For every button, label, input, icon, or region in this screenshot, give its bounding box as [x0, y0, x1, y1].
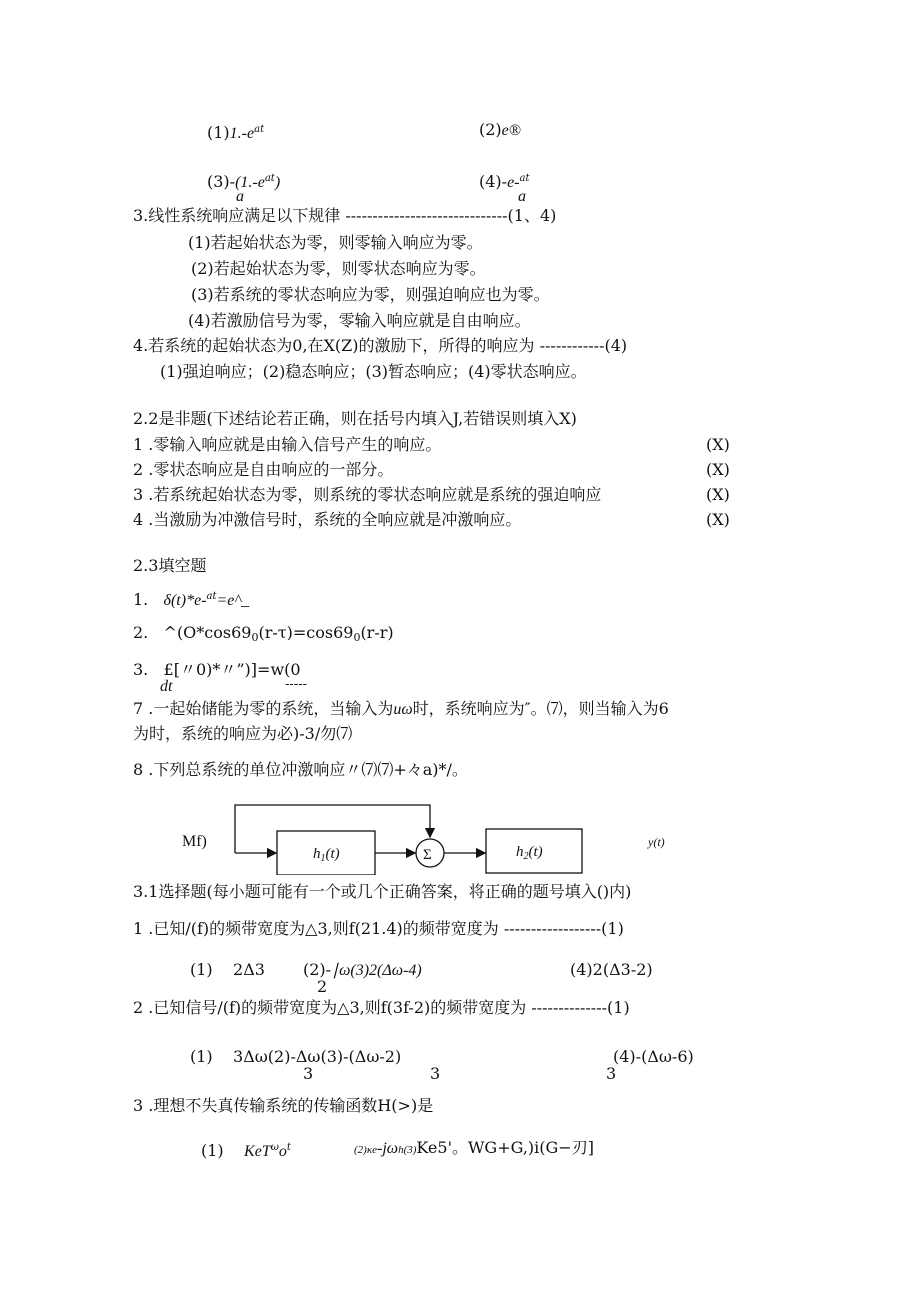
- true-false-answer-4: (X): [706, 510, 730, 529]
- fill-item-3: 3. £[〃0)*〃”)]=w(0: [133, 660, 301, 679]
- h1-label: $h_1(t)$: [313, 846, 340, 864]
- choice-2-option-4-denominator: 3: [606, 1064, 617, 1083]
- question-4-stem: 4.若系统的起始状态为0,在X(Z)的激励下，所得的响应为 ------------(4): [133, 336, 628, 355]
- true-false-item-4: 4 .当激励为冲激信号时，系统的全响应就是冲激响应。: [133, 510, 522, 529]
- option-2: (2)e®: [479, 120, 521, 139]
- choice-1-option-4: (4)2(Δ3-2): [570, 960, 653, 979]
- true-false-item-1: 1 .零输入响应就是由输入信号产生的响应。: [133, 435, 442, 454]
- fill-item-7-cont: 为时，系统的响应为必)-3/勿⑺: [133, 724, 353, 743]
- section-3-1-title: 3.1选择题(每小题可能有一个或几个正确答案，将正确的题号填入()内): [133, 882, 632, 901]
- choice-2-denominator-a: 3: [303, 1064, 314, 1083]
- true-false-answer-2: (X): [706, 460, 730, 479]
- input-label: Mf): [182, 833, 207, 850]
- choice-1-option-2-denominator: 2: [317, 977, 328, 996]
- question-3-stem: 3.线性系统响应满足以下规律 ------------------------------(1、4): [133, 206, 557, 225]
- choice-2-denominator-b: 3: [430, 1064, 441, 1083]
- fill-item-7: 7 .一起始储能为零的系统，当输入为uω时，系统响应为″。⑺，则当输入为6: [133, 699, 669, 718]
- choice-1-option-1: (1) 2Δ3: [190, 960, 265, 979]
- choice-2-option-4: (4)-(Δω-6): [613, 1047, 694, 1066]
- fill-item-2: 2. $\^{}(O*\cos 69_0(r-\tau)=\cos 69_0(r-r)$: [133, 623, 394, 644]
- true-false-item-3: 3 .若系统起始状态为零，则系统的零状态响应就是系统的强迫响应: [133, 485, 602, 504]
- choice-3-option-1: (1) $KeT^\omega o^t$: [201, 1141, 291, 1160]
- choice-3-option-2: (2)κe-jωh(3)Ke5'。WG+G,)i(G−刃]: [354, 1138, 594, 1157]
- question-3-option-1: (1)若起始状态为零，则零输入响应为零。: [188, 233, 483, 252]
- option-3: $(3)-(1.-e^{at})$: [207, 172, 281, 191]
- fill-item-3-dashes: -----: [285, 677, 307, 692]
- choice-question-1: 1 .已知/(f)的频带宽度为△3,则f(21.4)的频带宽度为 ------------------(1): [133, 919, 624, 938]
- question-4-options: (1)强迫响应；(2)稳态响应；(3)暂态响应；(4)零状态响应。: [160, 362, 587, 381]
- fill-item-1: 1. δ(t)*e-$^{at}$=e^_: [133, 590, 250, 609]
- sum-symbol: Σ: [423, 847, 432, 863]
- output-label: y(t): [648, 835, 665, 849]
- choice-1-option-2: (2)-∣ω(3)2(Δω-4): [303, 960, 422, 979]
- block-diagram: [170, 795, 690, 875]
- true-false-answer-3: (X): [706, 485, 730, 504]
- fill-item-3-dt: dt: [160, 678, 173, 695]
- question-3-option-4: (4)若激励信号为零，零输入响应就是自由响应。: [188, 311, 531, 330]
- option-4-denominator: a: [518, 188, 526, 205]
- true-false-answer-1: (X): [706, 435, 730, 454]
- option-3-denominator: a: [236, 188, 244, 205]
- question-3-option-2: (2)若起始状态为零，则零状态响应为零。: [191, 259, 486, 278]
- choice-question-3: 3 .理想不失真传输系统的传输函数H(>)是: [133, 1096, 434, 1115]
- question-3-option-3: (3)若系统的零状态响应为零，则强迫响应也为零。: [191, 285, 550, 304]
- fill-item-8: 8 .下列总系统的单位冲激响应〃⑺⑺+々a)*/。: [133, 760, 468, 779]
- true-false-item-2: 2 .零状态响应是自由响应的一部分。: [133, 460, 394, 479]
- section-2-3-title: 2.3填空题: [133, 556, 207, 575]
- h2-label: $h_2(t)$: [516, 844, 543, 862]
- option-4: (4)-e-$^{at}$: [479, 172, 530, 191]
- choice-2-option-1: (1) 3Δω(2)-Δω(3)-(Δω-2): [190, 1047, 402, 1066]
- option-1: $(1)1.-e^{at}$: [207, 123, 265, 142]
- section-2-2-title: 2.2是非题(下述结论若正确，则在括号内填入J,若错误则填入X): [133, 409, 577, 428]
- choice-question-2: 2 .已知信号/(f)的频带宽度为△3,则f(3f-2)的频带宽度为 --------------(1): [133, 998, 630, 1017]
